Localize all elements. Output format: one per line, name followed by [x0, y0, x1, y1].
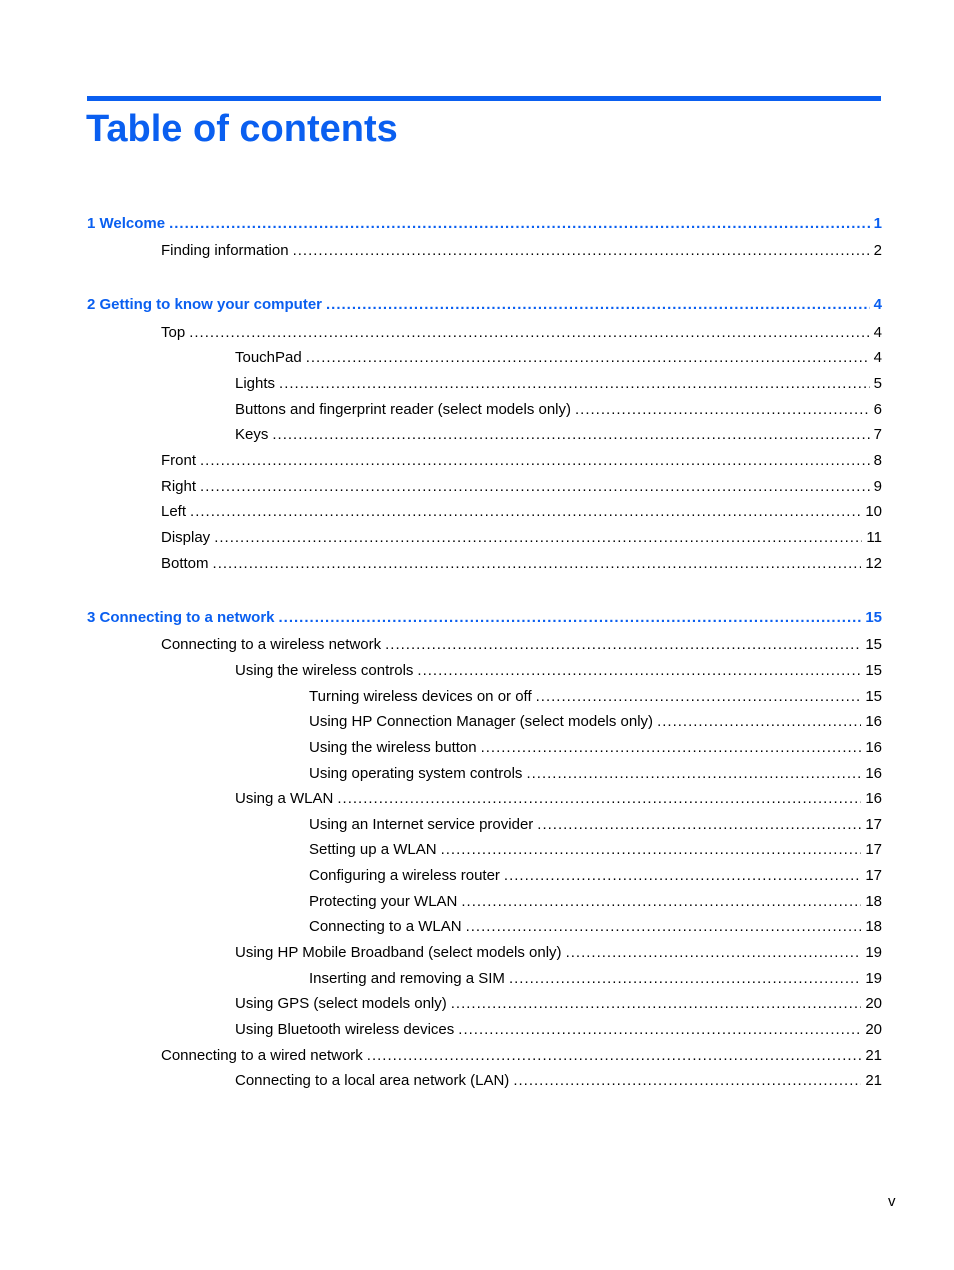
toc-entry-page: 18 [865, 893, 882, 910]
toc-entry-page: 16 [865, 765, 882, 782]
toc-entry-page: 16 [865, 790, 882, 807]
toc-entry-label: Buttons and fingerprint reader (select models only) [235, 401, 572, 418]
toc-entry-page: 17 [865, 867, 882, 884]
toc-entry[interactable] [309, 866, 882, 886]
dot-leader [481, 738, 862, 758]
toc-entry-page: 15 [865, 636, 882, 653]
dot-leader [189, 323, 869, 343]
toc-entry-page: 19 [865, 970, 882, 987]
toc-entry[interactable] [235, 994, 882, 1014]
toc-entry-label: Turning wireless devices on or off [309, 688, 532, 705]
toc-chapter-entry[interactable] [87, 295, 882, 315]
toc-entry-page: 4 [873, 324, 882, 341]
toc-entry-page: 16 [865, 713, 882, 730]
toc-entry[interactable] [235, 400, 882, 420]
toc-entry-label: Connecting to a wired network [161, 1047, 363, 1064]
toc-entry-label: Left [161, 503, 187, 520]
toc-entry[interactable] [161, 1046, 882, 1066]
toc-entry[interactable] [309, 738, 882, 758]
toc-entry[interactable] [161, 554, 882, 574]
toc-entry-label: Using HP Connection Manager (select models only) [309, 713, 654, 730]
toc-entry-page: 19 [865, 944, 882, 961]
toc-entry-page: 16 [865, 739, 882, 756]
toc-entry-label: 3 Connecting to a network [87, 609, 275, 626]
dot-leader [337, 789, 861, 809]
toc-entry-page: 17 [865, 816, 882, 833]
toc-entry-page: 10 [865, 503, 882, 520]
dot-leader [466, 917, 862, 937]
toc-entry[interactable] [309, 764, 882, 784]
toc-entry-label: Top [161, 324, 186, 341]
dot-leader [214, 528, 862, 548]
toc-entry-label: Front [161, 452, 197, 469]
toc-entry-label: Connecting to a local area network (LAN) [235, 1072, 510, 1089]
toc-entry[interactable] [235, 425, 882, 445]
toc-entry-label: Inserting and removing a SIM [309, 970, 505, 987]
toc-entry-page: 15 [865, 609, 882, 626]
toc-entry-page: 20 [865, 1021, 882, 1038]
toc-entry[interactable] [309, 712, 882, 732]
toc-entry[interactable] [161, 528, 882, 548]
toc-entry[interactable] [235, 789, 882, 809]
toc-entry-label: Protecting your WLAN [309, 893, 458, 910]
toc-entry-label: Using Bluetooth wireless devices [235, 1021, 455, 1038]
toc-entry[interactable] [161, 323, 882, 343]
toc-entry-page: 5 [873, 375, 882, 392]
toc-entry-page: 20 [865, 995, 882, 1012]
toc-entry-label: Keys [235, 426, 269, 443]
toc-entry[interactable] [235, 1071, 882, 1091]
toc-entry-page: 11 [866, 529, 882, 546]
toc-entry-label: Right [161, 478, 197, 495]
toc-chapter-entry[interactable] [87, 214, 882, 234]
toc-entry[interactable] [309, 892, 882, 912]
dot-leader [213, 554, 862, 574]
toc-entry-label: Using an Internet service provider [309, 816, 534, 833]
toc-entry[interactable] [161, 502, 882, 522]
toc-entry-page: 4 [873, 349, 882, 366]
dot-leader [504, 866, 861, 886]
dot-leader [306, 348, 870, 368]
dot-leader [509, 969, 861, 989]
toc-entry[interactable] [235, 661, 882, 681]
toc-entry-label: Finding information [161, 242, 289, 259]
dot-leader [279, 608, 862, 628]
page-title: Table of contents [86, 108, 398, 150]
toc-entry[interactable] [161, 451, 882, 471]
dot-leader [293, 241, 870, 261]
toc-entry[interactable] [309, 815, 882, 835]
dot-leader [417, 661, 861, 681]
toc-entry-label: Setting up a WLAN [309, 841, 437, 858]
toc-entry-label: Display [161, 529, 211, 546]
toc-entry[interactable] [235, 348, 882, 368]
dot-leader [169, 214, 870, 234]
toc-entry-label: Configuring a wireless router [309, 867, 500, 884]
toc-entry-page: 15 [865, 688, 882, 705]
toc-entry-label: Using operating system controls [309, 765, 523, 782]
toc-entry-page: 6 [873, 401, 882, 418]
page-number: v [888, 1193, 896, 1210]
toc-entry-label: Connecting to a wireless network [161, 636, 382, 653]
toc-entry-label: Lights [235, 375, 276, 392]
dot-leader [566, 943, 862, 963]
toc-entry[interactable] [235, 374, 882, 394]
toc-entry[interactable] [309, 687, 882, 707]
toc-entry[interactable] [161, 477, 882, 497]
toc-entry-label: 1 Welcome [87, 215, 166, 232]
toc-entry[interactable] [161, 635, 882, 655]
toc-entry[interactable] [309, 969, 882, 989]
toc-entry-label: Using GPS (select models only) [235, 995, 447, 1012]
toc-entry-page: 2 [873, 242, 882, 259]
toc-entry-page: 8 [873, 452, 882, 469]
toc-entry-page: 9 [873, 478, 882, 495]
dot-leader [513, 1071, 861, 1091]
dot-leader [537, 815, 861, 835]
toc-chapter-entry[interactable] [87, 608, 882, 628]
toc-entry[interactable] [235, 1020, 882, 1040]
toc-entry-label: 2 Getting to know your computer [87, 296, 323, 313]
toc-entry[interactable] [309, 840, 882, 860]
dot-leader [200, 477, 870, 497]
dot-leader [458, 1020, 861, 1040]
toc-entry-page: 18 [865, 918, 882, 935]
dot-leader [657, 712, 861, 732]
toc-entry-label: Using HP Mobile Broadband (select models only) [235, 944, 562, 961]
toc-entry-page: 1 [873, 215, 882, 232]
dot-leader [536, 687, 862, 707]
dot-leader [367, 1046, 862, 1066]
toc-entry-page: 12 [865, 555, 882, 572]
toc-entry-page: 21 [865, 1072, 882, 1089]
dot-leader [385, 635, 861, 655]
toc-entry-label: Bottom [161, 555, 209, 572]
dot-leader [190, 502, 861, 522]
toc-entry[interactable] [235, 943, 882, 963]
toc-entry-label: Using the wireless button [309, 739, 477, 756]
toc-entry-label: TouchPad [235, 349, 302, 366]
toc-entry[interactable] [309, 917, 882, 937]
toc-entry-page: 7 [873, 426, 882, 443]
dot-leader [279, 374, 870, 394]
dot-leader [451, 994, 862, 1014]
dot-leader [461, 892, 861, 912]
dot-leader [326, 295, 870, 315]
toc-entry-page: 17 [865, 841, 882, 858]
toc-entry-label: Using a WLAN [235, 790, 334, 807]
dot-leader [441, 840, 862, 860]
toc-entry-label: Connecting to a WLAN [309, 918, 462, 935]
toc-entry[interactable] [161, 241, 882, 261]
dot-leader [272, 425, 869, 445]
dot-leader [526, 764, 861, 784]
dot-leader [200, 451, 870, 471]
toc-entry-page: 21 [865, 1047, 882, 1064]
toc-entry-page: 4 [873, 296, 882, 313]
toc-entry-label: Using the wireless controls [235, 662, 414, 679]
toc-entry-page: 15 [865, 662, 882, 679]
dot-leader [575, 400, 870, 420]
